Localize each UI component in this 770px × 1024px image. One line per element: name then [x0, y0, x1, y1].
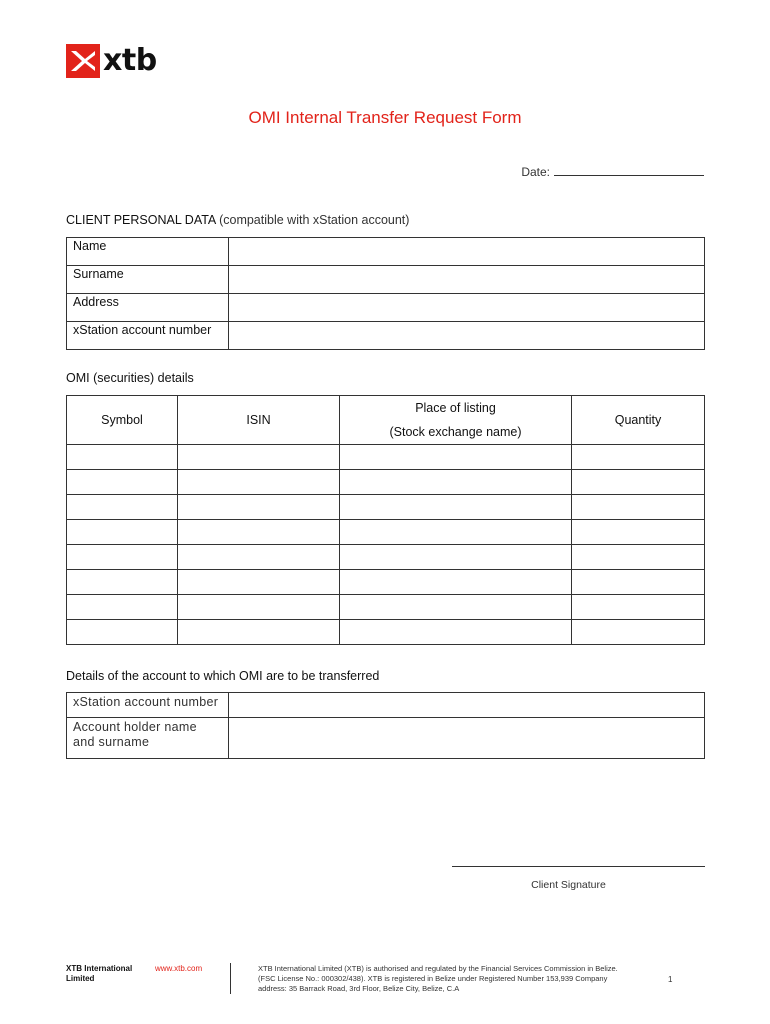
page-number: 1 — [668, 975, 673, 984]
quantity-cell[interactable] — [572, 445, 705, 470]
isin-cell[interactable] — [178, 620, 340, 645]
dest-xstation-account-field[interactable] — [229, 693, 705, 718]
brand-name: xtb — [103, 43, 157, 78]
account-holder-field[interactable] — [229, 718, 705, 759]
personal-heading-bold: CLIENT PERSONAL DATA — [66, 213, 216, 227]
quantity-cell[interactable] — [572, 470, 705, 495]
table-row — [67, 570, 705, 595]
table-row — [67, 595, 705, 620]
table-row — [67, 266, 705, 294]
quantity-header: Quantity — [572, 396, 705, 445]
date-field[interactable] — [521, 165, 704, 179]
form-title: OMI Internal Transfer Request Form — [248, 108, 522, 127]
symbol-cell[interactable] — [67, 545, 178, 570]
place-of-listing-header — [340, 396, 572, 445]
footer-company: XTB International Limited — [66, 964, 133, 983]
date-line[interactable] — [554, 165, 704, 176]
table-row — [67, 322, 705, 350]
listing-cell[interactable] — [340, 545, 572, 570]
xstation-account-label: xStation account number — [67, 322, 229, 350]
symbol-cell[interactable] — [67, 570, 178, 595]
isin-cell[interactable] — [178, 495, 340, 520]
isin-cell[interactable] — [178, 520, 340, 545]
table-row — [67, 545, 705, 570]
isin-cell[interactable] — [178, 570, 340, 595]
listing-cell[interactable] — [340, 495, 572, 520]
xstation-account-field[interactable] — [229, 322, 705, 350]
quantity-cell[interactable] — [572, 595, 705, 620]
isin-cell[interactable] — [178, 445, 340, 470]
listing-cell[interactable] — [340, 570, 572, 595]
quantity-cell[interactable] — [572, 520, 705, 545]
isin-cell[interactable] — [178, 545, 340, 570]
xtb-logo — [66, 44, 157, 78]
listing-cell[interactable] — [340, 520, 572, 545]
table-row — [67, 620, 705, 645]
table-row — [67, 693, 705, 718]
table-row — [67, 445, 705, 470]
personal-data-heading — [66, 213, 409, 227]
dest-xstation-account-label: xStation account number — [67, 693, 229, 718]
listing-cell[interactable] — [340, 620, 572, 645]
omi-heading: OMI (securities) details — [66, 371, 194, 385]
table-row — [67, 238, 705, 266]
symbol-cell[interactable] — [67, 520, 178, 545]
table-row — [67, 495, 705, 520]
personal-heading-note: (compatible with xStation account) — [219, 213, 410, 227]
quantity-cell[interactable] — [572, 570, 705, 595]
table-row — [67, 470, 705, 495]
listing-cell[interactable] — [340, 445, 572, 470]
table-row — [67, 520, 705, 545]
name-label: Name — [67, 238, 229, 266]
symbol-cell[interactable] — [67, 495, 178, 520]
surname-field[interactable] — [229, 266, 705, 294]
footer-legal-text: XTB International Limited (XTB) is authorised and regulated by the Financial Services Commission in Belize. (FSC License No.: 000302/438). XTB is registered in Belize under Registered Number 153,939 Company address: 35 Barrack Road, 3rd Floor, Belize City, Belize, C.A — [258, 964, 618, 993]
address-label: Address — [67, 294, 229, 322]
listing-cell[interactable] — [340, 595, 572, 620]
footer-divider — [230, 963, 231, 994]
symbol-header: Symbol — [67, 396, 178, 445]
address-field[interactable] — [229, 294, 705, 322]
symbol-cell[interactable] — [67, 595, 178, 620]
omi-details-table — [66, 395, 705, 645]
isin-cell[interactable] — [178, 470, 340, 495]
table-header-row — [67, 396, 705, 445]
xtb-x-mark-icon — [66, 44, 100, 78]
table-row — [67, 718, 705, 759]
symbol-cell[interactable] — [67, 470, 178, 495]
signature-line[interactable] — [452, 866, 705, 867]
isin-cell[interactable] — [178, 595, 340, 620]
quantity-cell[interactable] — [572, 545, 705, 570]
quantity-cell[interactable] — [572, 620, 705, 645]
name-field[interactable] — [229, 238, 705, 266]
isin-header: ISIN — [178, 396, 340, 445]
destination-account-table — [66, 692, 705, 759]
signature-label: Client Signature — [531, 879, 606, 891]
symbol-cell[interactable] — [67, 445, 178, 470]
date-label: Date: — [521, 165, 550, 179]
personal-data-table — [66, 237, 705, 350]
footer-url-link[interactable]: www.xtb.com — [155, 964, 203, 973]
listing-cell[interactable] — [340, 470, 572, 495]
symbol-cell[interactable] — [67, 620, 178, 645]
account-holder-label: Account holder name and surname — [67, 718, 229, 759]
table-row — [67, 294, 705, 322]
surname-label: Surname — [67, 266, 229, 294]
place-of-listing-label: Place of listing — [415, 401, 496, 415]
destination-heading: Details of the account to which OMI are to be transferred — [66, 669, 380, 683]
stock-exchange-sublabel: (Stock exchange name) — [389, 425, 522, 439]
quantity-cell[interactable] — [572, 495, 705, 520]
